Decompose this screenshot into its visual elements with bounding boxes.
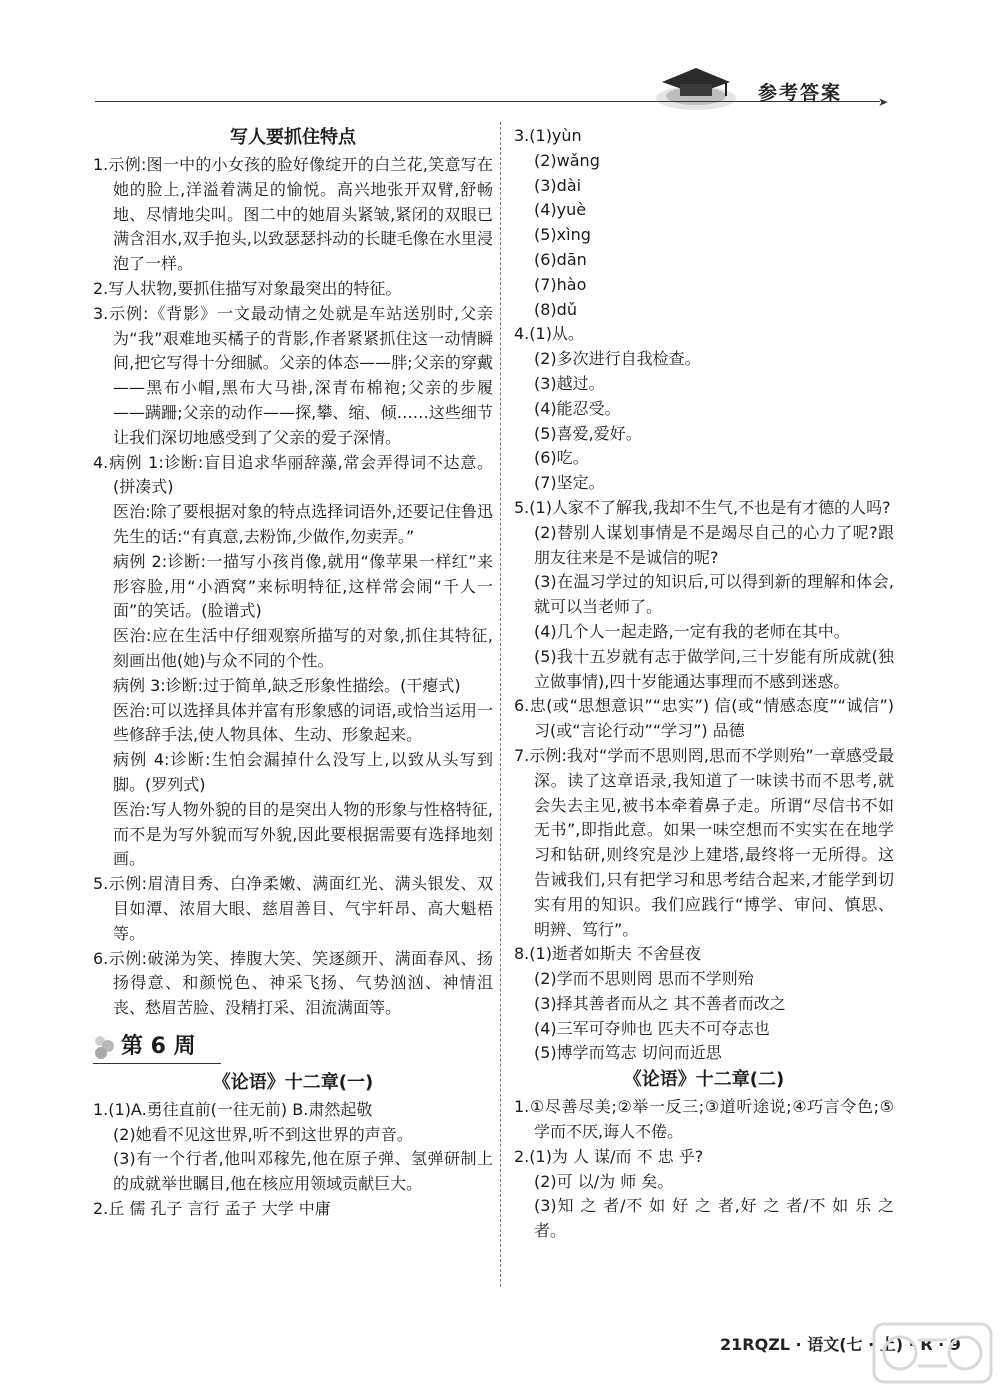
answer-7-example: 7.示例:我对“学而不思则罔,思而不学则殆”一章感受最深。读了这章语录,我知道了一味读书而不思考,就会失去主见,被书本牵着鼻子走。所谓“尽信书不如无书”,即指此意。如果一味空想而不实实在在地学习和钻研,则终究是沙上建塔,最终将一无所得。这告诫我们,只有把学习和思考结合起来,才能学到切实有用的知识。我们应践行“博学、审问、慎思、明辨、笃行”。 bbox=[514, 745, 894, 939]
week-heading bbox=[93, 1025, 493, 1069]
answer-2: 2.写人状物,要抓住描写对象最突出的特征。 bbox=[93, 278, 402, 298]
week-label: 第 6 周 bbox=[121, 1033, 196, 1059]
answer-6-categories: 6.忠(或“思想意识”“忠实”) 信(或“情感态度”“诚信”) 习(或“言论行动”“学习”) 品德 bbox=[514, 696, 894, 741]
column-divider bbox=[500, 122, 501, 1287]
header-rule bbox=[95, 101, 880, 102]
analects2-answer-2: 2.(1)为 人 谋/而 不 忠 乎? (2)可 以/为 师 矣。 (3)知 之 者/不 如 好 之 者,好 之 者/不 如 乐 之 者。 bbox=[514, 1146, 894, 1241]
answer-3-pinyin: 3.(1)yùn (2)wǎng (3)dài (4)yuè (5)xìng (6)dān (7)hào (8)dǔ bbox=[514, 126, 600, 319]
answer-6: 6.示例:破涕为笑、捧腹大笑、笑逐颜开、满面春风、扬扬得意、和颜悦色、神采飞扬、气势汹汹、神情沮丧、愁眉苦脸、没精打采、泪流满面等。 bbox=[93, 948, 493, 1018]
analects1-answer-2: 2.丘 儒 孔子 言行 孟子 大学 中庸 bbox=[93, 1199, 331, 1219]
answer-8-fill-in: 8.(1)逝者如斯夫 不舍昼夜 (2)学而不思则罔 思而不学则殆 (3)择其善者而从之 其不善者而改之 (4)三军可夺帅也 匹夫不可夺志也 (5)博学而笃志 切问而近思 bbox=[514, 944, 786, 1063]
analects1-answer-1: 1.(1)A.勇往直前(一往无前) B.肃然起敬 (2)她看不见这世界,听不到这世界的声音。 (3)有一个行者,他叫邓稼先,他在原子弹、氢弹研制上的成就举世瞩目,他在核应用领域贡献巨大。 bbox=[93, 1099, 493, 1194]
page-footer: 21RQZL · 语文(七 · 上) · R · 9 bbox=[720, 1335, 961, 1354]
section-title-analects-1: 《论语》十二章(一) bbox=[212, 1071, 374, 1093]
watermark-stamp-icon bbox=[870, 1318, 995, 1388]
answer-1: 1.示例:图一中的小女孩的脸好像绽开的白兰花,笑意写在她的脸上,洋溢着满足的愉悦。高兴地张开双臂,舒畅地、尽情地尖叫。图二中的她眉头紧皱,紧闭的双眼已满含泪水,双手抱头,以致瑟瑟抖动的长睫毛像在水里浸泡了一样。 bbox=[93, 155, 493, 274]
right-column bbox=[514, 124, 894, 1244]
week-underline bbox=[93, 1063, 221, 1064]
answer-3: 3.示例:《背影》一文最动情之处就是车站送别时,父亲为“我”艰难地买橘子的背影,作者紧紧抓住这一动情瞬间,把它写得十分细腻。父亲的体态——胖;父亲的穿戴——黑布小帽,黑布大马褂,深青布棉袍;父亲的步履——蹒跚;父亲的动作——探,攀、缩、倾……这些细节让我们深切地感受到了父亲的爱子深情。 bbox=[93, 303, 493, 447]
leaf-decoration-icon bbox=[93, 1033, 119, 1061]
header-title: 参考答案 bbox=[758, 82, 843, 104]
arrow-right-icon: ➤ bbox=[878, 95, 889, 109]
graduation-cap-logo-icon bbox=[652, 62, 740, 112]
left-column bbox=[93, 124, 493, 1222]
section-title-analects-2: 《论语》十二章(二) bbox=[623, 1069, 785, 1091]
answer-5: 5.示例:眉清目秀、白净柔嫩、满面红光、满头银发、双目如潭、浓眉大眼、慈眉善目、气宇轩昂、高大魁梧等。 bbox=[93, 874, 493, 943]
answer-5-translations: 5.(1)人家不了解我,我却不生气,不也是有才德的人吗? (2)替别人谋划事情是不是竭尽自己的心力了呢?跟朋友往来是不是诚信的呢? (3)在温习学过的知识后,可以得到新的理解和体会,就可以当老师了。 (4)几个人一起走路,一定有我的老师在其中。 (5)我十五岁就有志于做学问,三十岁能有所成就(独立做事情),四十岁能通达事理而不感到迷惑。 bbox=[514, 497, 894, 691]
answer-4-meanings: 4.(1)从。 (2)多次进行自我检查。 (3)越过。 (4)能忍受。 (5)喜爱,爱好。 (6)吃。 (7)坚定。 bbox=[514, 324, 701, 493]
analects2-answer-1: 1.①尽善尽美;②举一反三;③道听途说;④巧言令色;⑤学而不厌,诲人不倦。 bbox=[514, 1097, 894, 1142]
section-title-describe-people: 写人要抓住特点 bbox=[230, 127, 356, 148]
answer-4: 4.病例 1:诊断:盲目追求华丽辞藻,常会弄得词不达意。(拼凑式) 医治:除了要根据对象的特点选择词语外,还要记住鲁迅先生的话:“有真意,去粉饰,少做作,勿卖弄。” 病例 2:诊断:一描写小孩肖像,就用“像苹果一样红”来形容脸,用“小酒窝”来标明特征,这样常会闹“千人一面”的笑话。(脸谱式) 医治:应在生活中仔细观察所描写的对象,抓住其特征,刻画出他(她)与众不同的个性。 病例 3:诊断:过于简单,缺乏形象性描绘。(干瘪式) 医治:可以选择具体并富有形象感的词语,或恰当运用一些修辞手法,使人物具体、生动、形象起来。 病例 4:诊断:生怕会漏掉什么没写上,以致从头写到脚。(罗列式) 医治:写人物外貌的目的是突出人物的形象与性格特征,而不是为写外貌而写外貌,因此要根据需要有选择地刻画。 bbox=[93, 452, 493, 869]
